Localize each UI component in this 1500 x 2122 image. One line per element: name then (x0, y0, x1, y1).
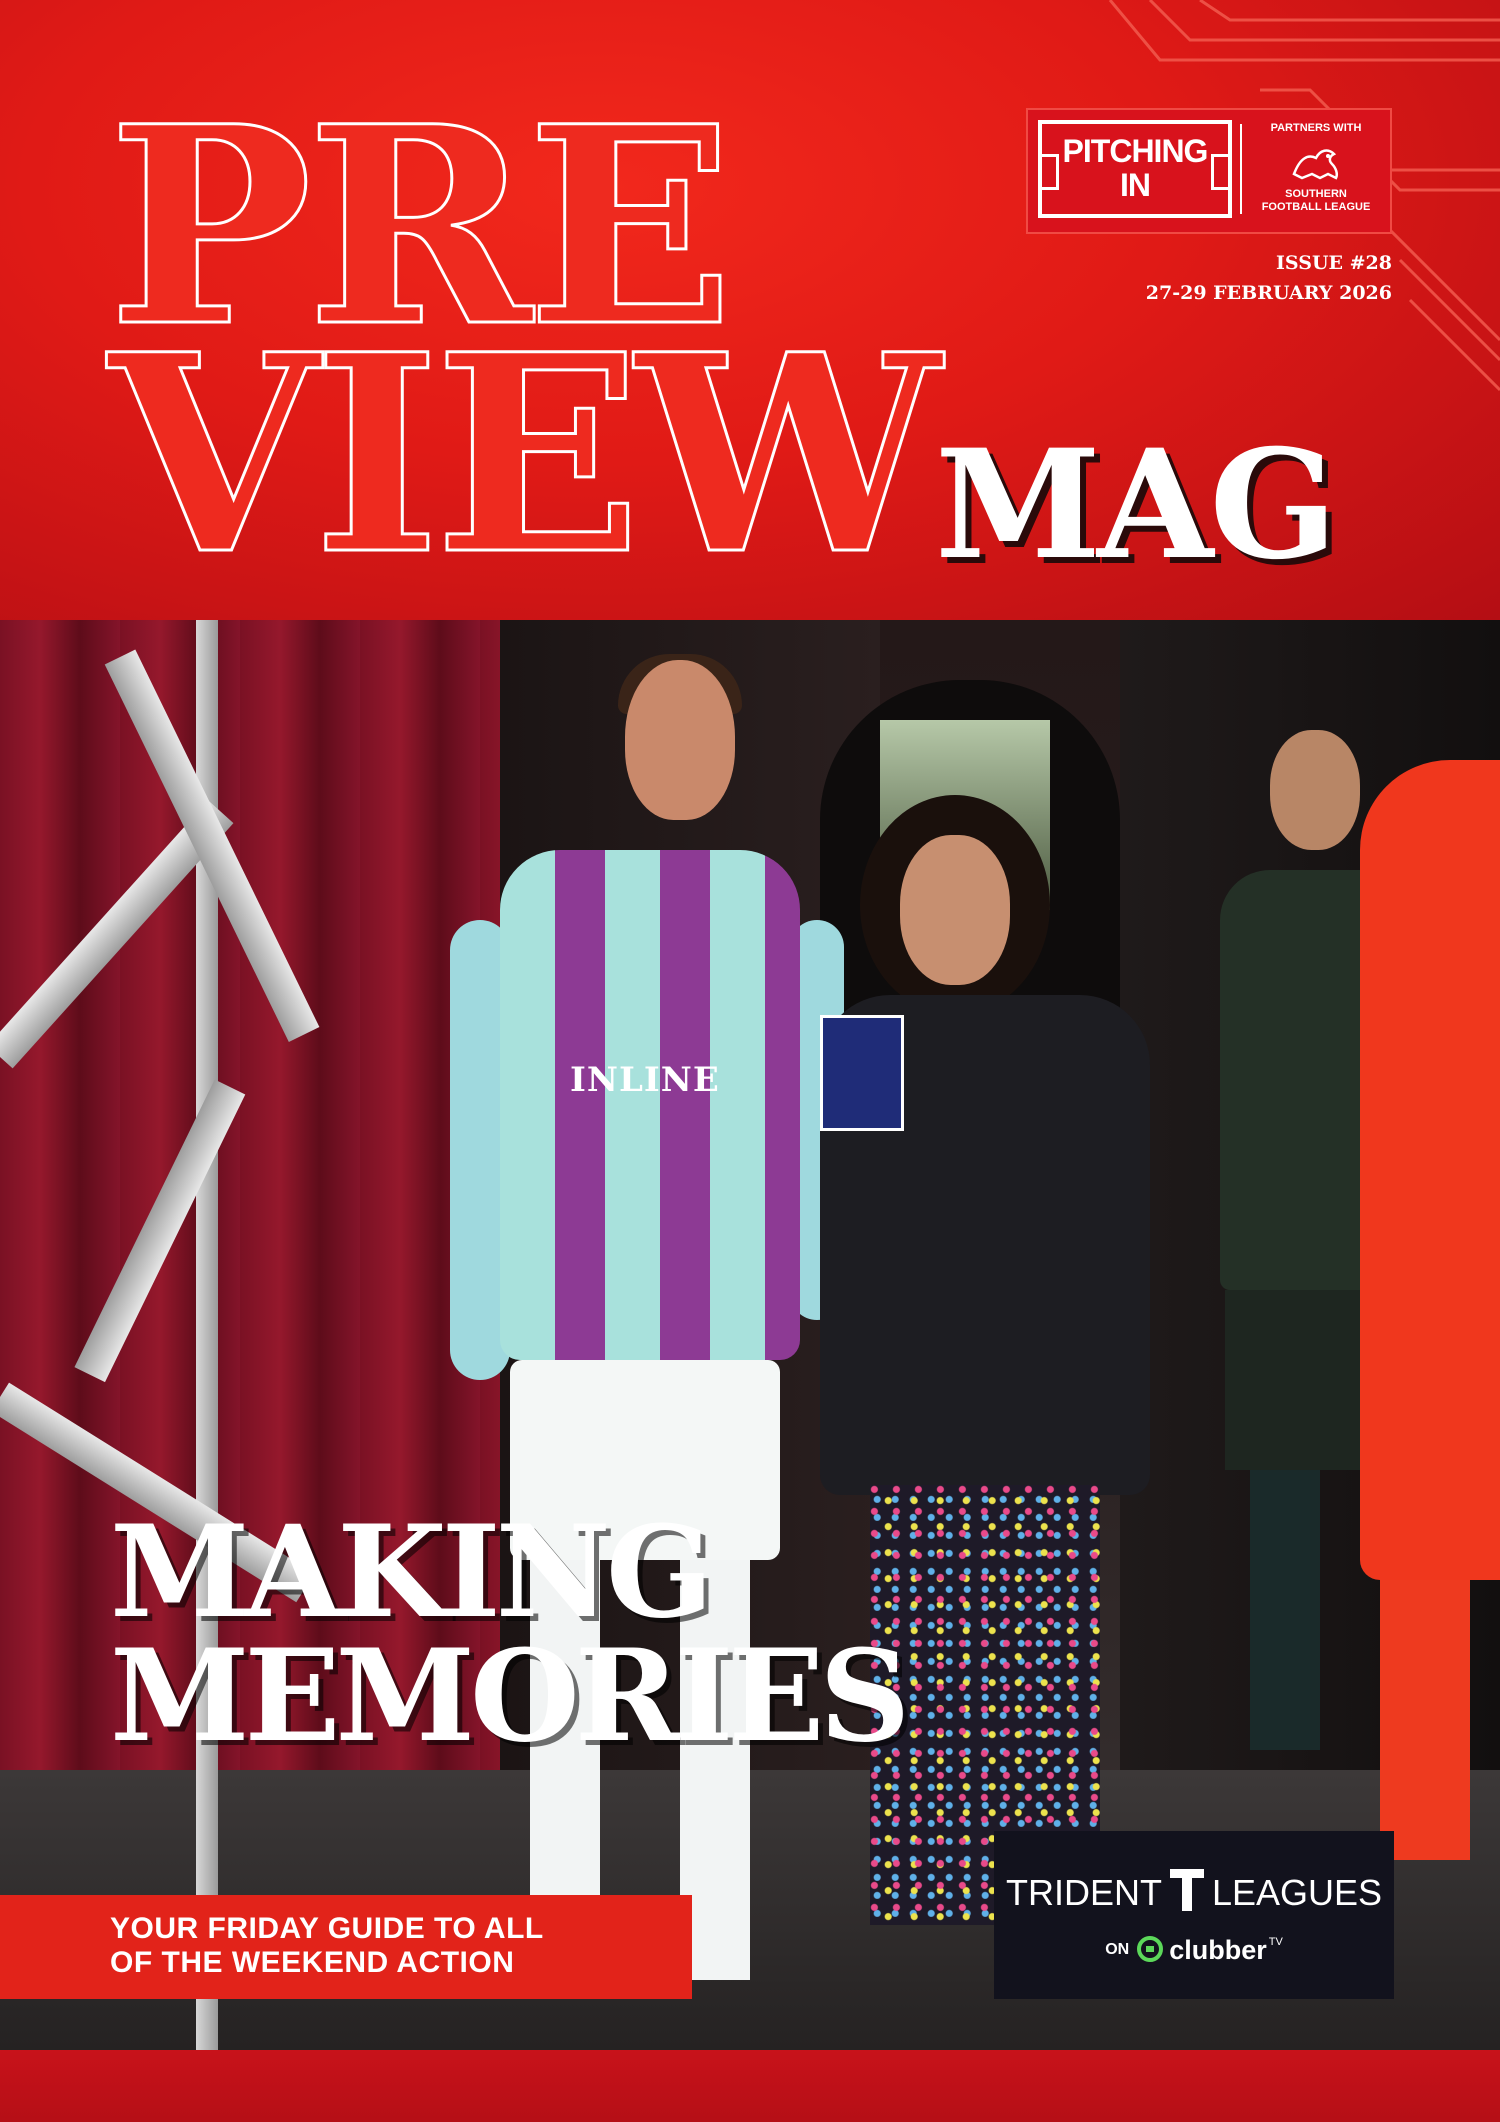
masthead-mag: MAG (935, 417, 1334, 593)
headline-line1: MAKING (110, 1498, 709, 1646)
interviewer-face (900, 835, 1010, 985)
issue-number: ISSUE #28 (1276, 252, 1392, 274)
masthead-pre: PRE (108, 68, 728, 387)
clubber-logo-icon (1137, 1936, 1163, 1962)
on-label: ON (1105, 1941, 1130, 1958)
cover-header (0, 0, 1500, 620)
goalkeeper-orange-kit (1340, 760, 1500, 1860)
lion-crest-icon (1290, 144, 1342, 184)
southern-football-league-label: SOUTHERN FOOTBALL LEAGUE (1261, 188, 1371, 213)
pitching-in-line1: PITCHING (1062, 133, 1208, 169)
pitching-in-logo (1038, 120, 1232, 218)
trident-leagues-sponsor (994, 1831, 1394, 1999)
trident-leagues-logo (994, 1869, 1394, 1914)
partners-with-label: PARTNERS WITH (1270, 122, 1362, 134)
badge-divider (1240, 124, 1242, 214)
masthead-view: VIEW (108, 296, 936, 615)
clubber-label: clubber (1169, 1935, 1267, 1965)
clubber-line (994, 1935, 1394, 1966)
leagues-word: LEAGUES (1211, 1872, 1383, 1913)
cover-headline (110, 1498, 906, 1770)
trident-t-icon (1170, 1869, 1204, 1911)
tv-label: TV (1268, 1936, 1283, 1948)
headline-line2: MEMORIES (110, 1622, 906, 1770)
tagline-line2: OF THE WEEKEND ACTION (110, 1946, 515, 1979)
player-striped-kit (450, 660, 820, 1990)
microphone-icon (820, 1015, 904, 1131)
goalkeeper-leg (1380, 1580, 1470, 1860)
issue-info (1146, 248, 1392, 308)
tagline-line1: YOUR FRIDAY GUIDE TO ALL (110, 1912, 544, 1945)
pitching-in-partner-badge (1026, 108, 1392, 234)
pitching-in-line2: IN (1120, 167, 1150, 203)
tagline-banner (0, 1895, 692, 1999)
tagline-text (110, 1912, 544, 1980)
trident-word: TRIDENT (1005, 1872, 1162, 1913)
player-head (625, 660, 735, 820)
issue-date: 27-29 FEBRUARY 2026 (1145, 282, 1392, 304)
shirt-sponsor: INLINE (570, 1060, 720, 1100)
goalkeeper-body (1360, 760, 1500, 1580)
interviewer (820, 795, 1180, 1995)
pitching-in-logo-text (1042, 134, 1228, 202)
player-shirt (500, 850, 800, 1360)
player-leg (1250, 1470, 1320, 1750)
bottom-band (0, 2050, 1500, 2122)
